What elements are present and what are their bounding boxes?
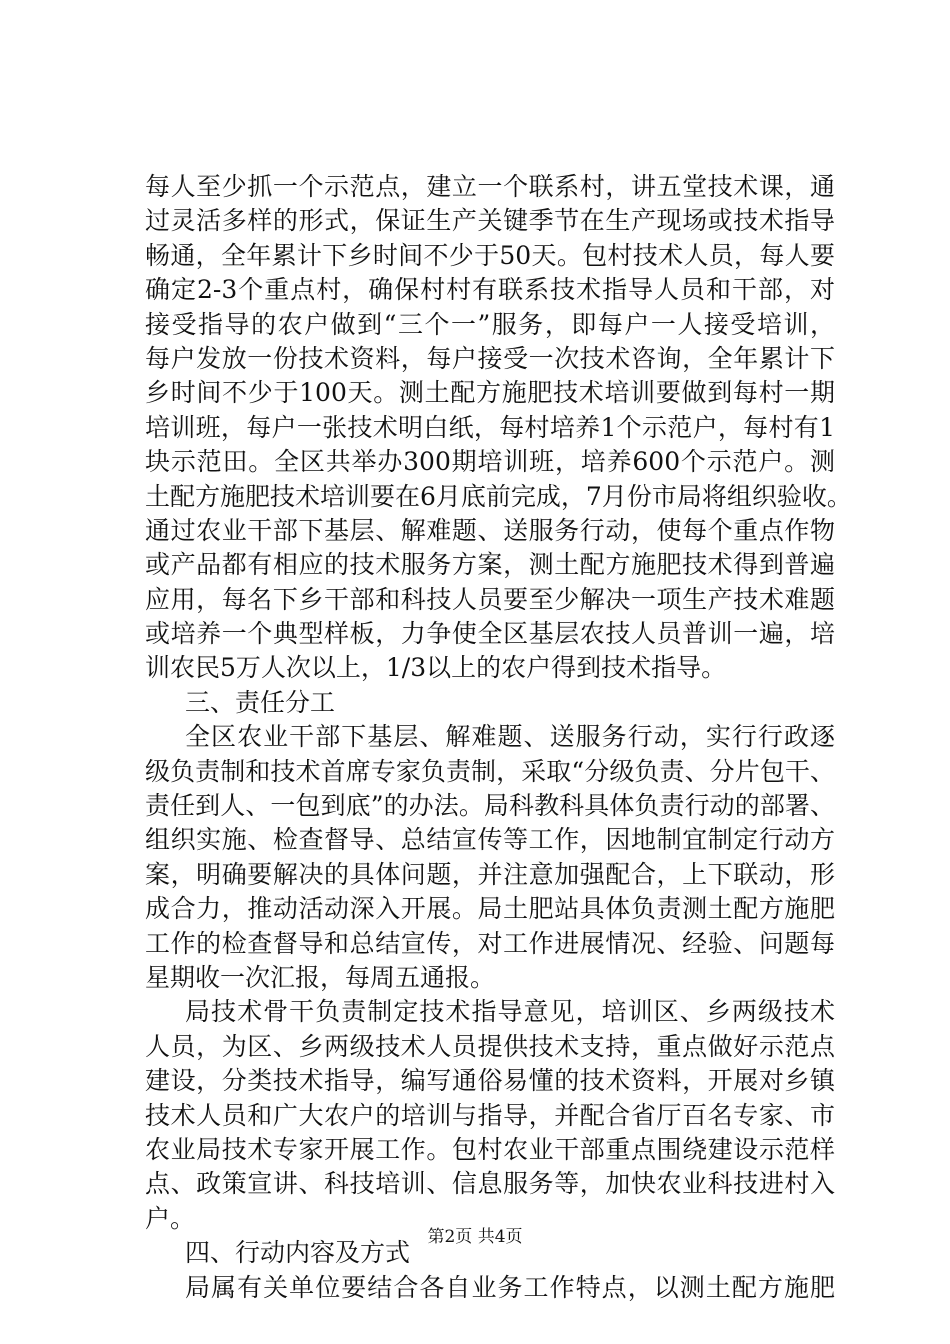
paragraph-line: 确定2-3个重点村，确保村村有联系技术指导人员和干部，对	[145, 275, 835, 305]
paragraph-line: 培训班，每户一张技术明白纸，每村培养1个示范户，每村有1	[145, 412, 835, 442]
paragraph-line: 点、政策宣讲、科技培训、信息服务等，加快农业科技进村入	[145, 1169, 835, 1199]
paragraph-line: 责任到人、一包到底”的办法。局科教科具体负责行动的部署、	[145, 791, 835, 821]
paragraph-line: 每户发放一份技术资料，每户接受一次技术咨询，全年累计下	[145, 343, 835, 373]
section-heading: 三、责任分工	[185, 687, 336, 717]
paragraph-line: 乡时间不少于100天。测土配方施肥技术培训要做到每村一期	[145, 378, 835, 408]
paragraph-line: 通过农业干部下基层、解难题、送服务行动，使每个重点作物	[145, 515, 835, 545]
paragraph-line: 接受指导的农户做到“三个一”服务，即每户一人接受培训，	[145, 309, 835, 339]
paragraph-line: 农业局技术专家开展工作。包村农业干部重点围绕建设示范样	[145, 1134, 835, 1164]
paragraph-line: 建设，分类技术指导，编写通俗易懂的技术资料，开展对乡镇	[145, 1066, 835, 1096]
paragraph-line: 全区农业干部下基层、解难题、送服务行动，实行行政逐	[185, 722, 835, 752]
paragraph-line: 块示范田。全区共举办300期培训班，培养600个示范户。测	[145, 447, 835, 477]
document-body	[145, 170, 852, 1305]
paragraph-line: 局技术骨干负责制定技术指导意见，培训区、乡两级技术	[185, 997, 835, 1027]
paragraph-line: 级负责制和技术首席专家负责制，采取“分级负责、分片包干、	[145, 756, 835, 786]
paragraph-line: 过灵活多样的形式，保证生产关键季节在生产现场或技术指导	[145, 206, 835, 236]
paragraph-line: 局属有关单位要结合各自业务工作特点，以测土配方施肥	[185, 1272, 835, 1302]
paragraph-line: 成合力，推动活动深入开展。局土肥站具体负责测土配方施肥	[145, 894, 835, 924]
paragraph-line: 或产品都有相应的技术服务方案，测土配方施肥技术得到普遍	[145, 550, 835, 580]
paragraph-line: 星期收一次汇报，每周五通报。	[145, 962, 496, 992]
paragraph-line: 训农民5万人次以上，1/3以上的农户得到技术指导。	[145, 653, 727, 683]
paragraph-line: 组织实施、检查督导、总结宣传等工作，因地制宜制定行动方	[145, 825, 835, 855]
paragraph-line: 工作的检查督导和总结宣传，对工作进展情况、经验、问题每	[145, 928, 835, 958]
section-heading: 四、行动内容及方式	[185, 1238, 411, 1268]
page-footer	[0, 1222, 950, 1247]
paragraph-line: 畅通，全年累计下乡时间不少于50天。包村技术人员，每人要	[145, 240, 835, 270]
paragraph-line: 土配方施肥技术培训要在6月底前完成，7月份市局将组织验收。	[145, 481, 852, 511]
paragraph-line: 或培养一个典型样板，力争使全区基层农技人员普训一遍，培	[145, 619, 835, 649]
paragraph-line: 应用，每名下乡干部和科技人员要至少解决一项生产技术难题	[145, 584, 835, 614]
page-number-label: 第2页 共4页	[427, 1227, 523, 1247]
paragraph-line: 每人至少抓一个示范点，建立一个联系村，讲五堂技术课，通	[145, 172, 835, 201]
paragraph-line: 户。	[145, 1203, 196, 1233]
paragraph-line: 人员，为区、乡两级技术人员提供技术支持，重点做好示范点	[145, 1031, 835, 1061]
paragraph-line: 技术人员和广大农户的培训与指导，并配合省厅百名专家、市	[145, 1100, 835, 1130]
paragraph-line: 案，明确要解决的具体问题，并注意加强配合，上下联动，形	[145, 859, 835, 889]
